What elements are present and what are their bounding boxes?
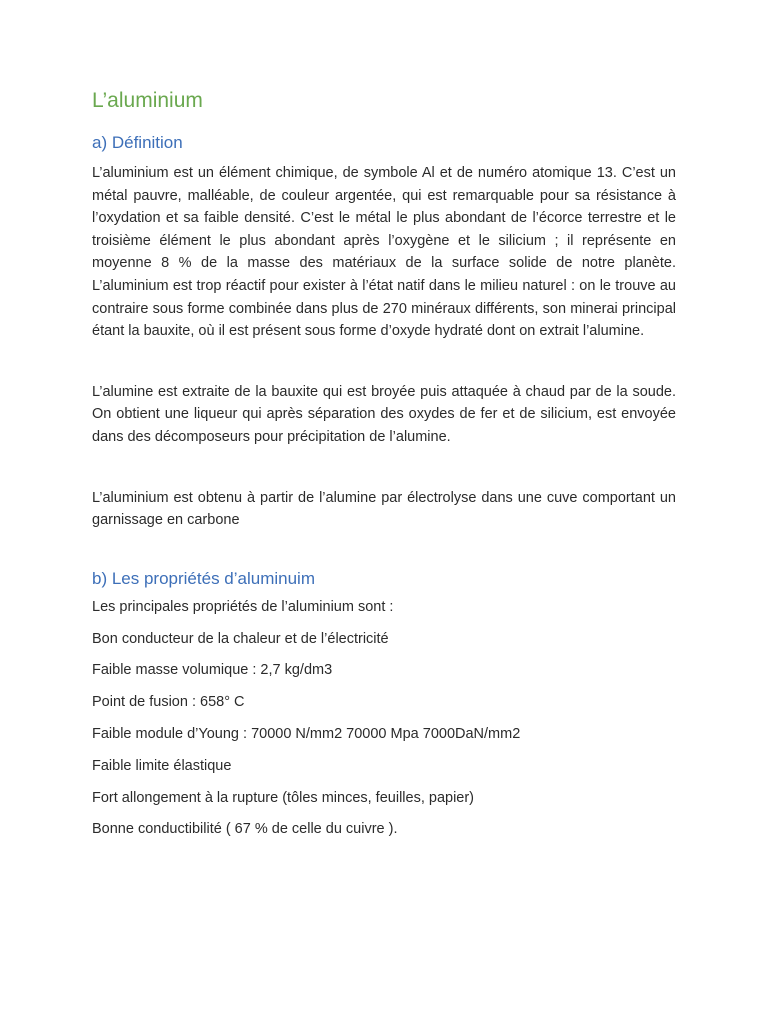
paragraph-electrolysis: L’aluminium est obtenu à partir de l’alumine par électrolyse dans une cuve comportant un garnissage en carbone — [92, 489, 676, 529]
properties-intro: Les principales propriétés de l’aluminium sont : — [92, 598, 394, 615]
property-density: Faible masse volumique : 2,7 kg/dm3 — [92, 662, 333, 679]
properties-list — [92, 596, 676, 841]
property-conductibility: Bonne conductibilité ( 67 % de celle du cuivre ). — [92, 821, 398, 838]
property-conductor: Bon conducteur de la chaleur et de l’électricité — [92, 630, 389, 647]
section-heading-definition: a) Définition — [92, 133, 183, 152]
property-elastic-limit: Faible limite élastique — [92, 757, 232, 774]
document-page — [92, 84, 676, 850]
paragraph-alumine-extraction: L’alumine est extraite de la bauxite qui est broyée puis attaquée à chaud par de la soude. On obtient une liqueur qui après séparation des oxydes de fer et de silicium, est envoyée dans des décomposeurs pour précipitation de l’alumine. — [92, 383, 676, 445]
paragraph-definition: L’aluminium est un élément chimique, de symbole Al et de numéro atomique 13. C’est un métal pauvre, malléable, de couleur argentée, qui est remarquable pour sa résistance à l’oxydation et sa faible densité. C’est le métal le plus abondant de l’écorce terrestre et le troisième élément le plus abondant après l’oxygène et le silicium ; il représente en moyenne 8 % de la masse des matériaux de la surface solide de notre planète. L’aluminium est trop réactif pour exister à l’état natif dans le milieu naturel : on le trouve au contraire sous forme combinée dans plus de 270 minéraux différents, son minerai principal étant la bauxite, où il est présent sous forme d’oxyde hydraté dont on extrait l’alumine. — [92, 165, 676, 340]
property-melting-point: Point de fusion : 658° C — [92, 694, 245, 711]
property-elongation: Fort allongement à la rupture (tôles minces, feuilles, papier) — [92, 789, 475, 806]
section-heading-properties: b) Les propriétés d’aluminuim — [92, 568, 315, 588]
property-young-modulus: Faible module d’Young : 70000 N/mm2 70000 Mpa 7000DaN/mm2 — [92, 725, 521, 742]
document-title: L’aluminium — [92, 89, 203, 112]
